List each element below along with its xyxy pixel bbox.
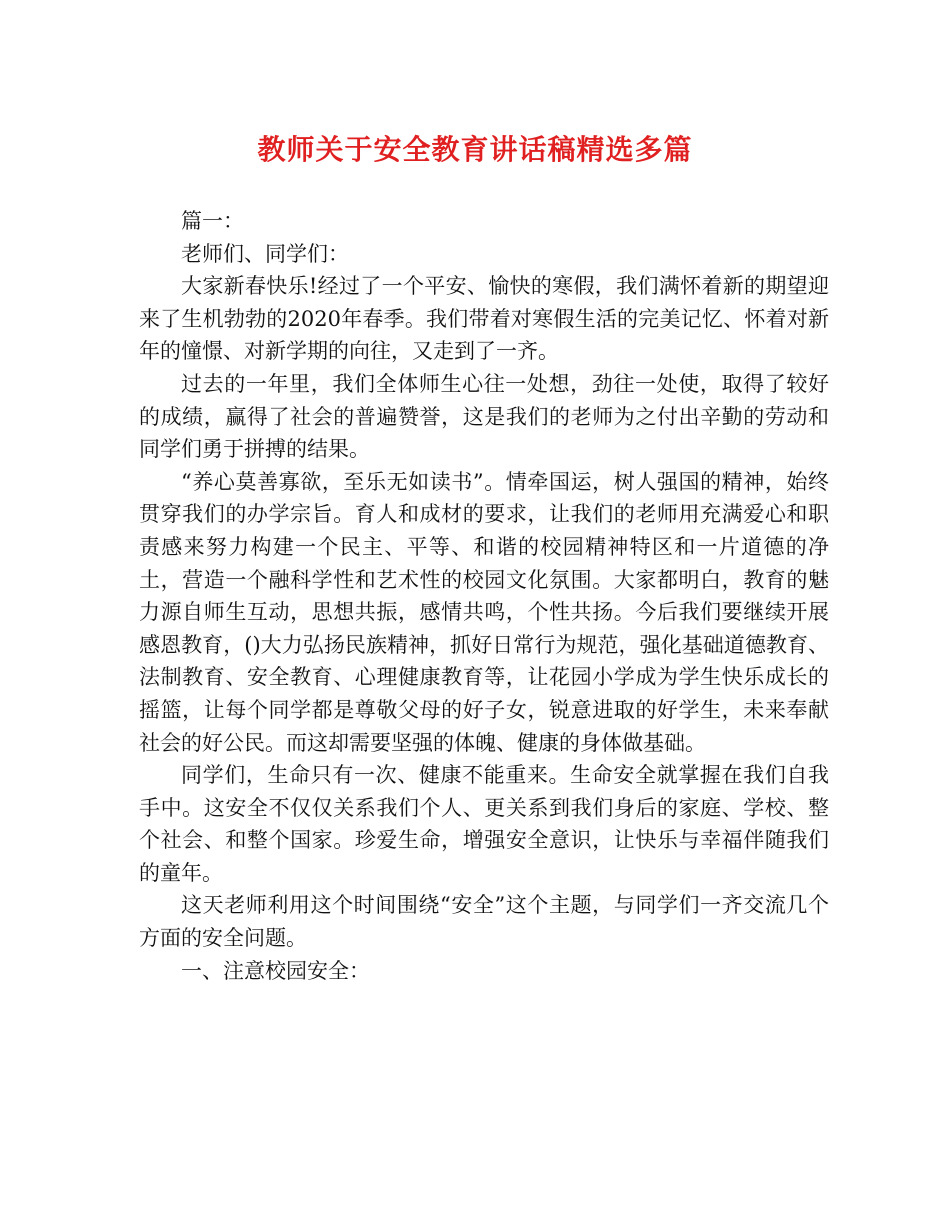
paragraph: 这天老师利用这个时间围绕“安全”这个主题，与同学们一齐交流几个方面的安全问题。 xyxy=(139,893,829,951)
paragraph: “养心莫善寡欲，至乐无如读书”。情牵国运，树人强国的精神，始终贯穿我们的办学宗旨。育人和成材的要求，让我们的老师用充满爱心和职责感来努力构建一个民主、平等、和谐的校园精神特区和一片道德的净土，营造一个融科学性和艺术性的校园文化氛围。大家都明白，教育的魅力源自师生互动，思想共振，感情共鸣，个性共扬。今后我们要继续开展感恩教育，()大力弘扬民族精神，抓好日常行为规范，强化基础道德教育、法制教育、安全教育、心理健康教育等，让花园小学成为学生快乐成长的摇篮，让每个同学都是尊敬父母的好子女，锐意进取的好学生，未来奉献社会的好公民。而这却需要坚强的体魄、健康的身体做基础。 xyxy=(139,469,829,755)
paragraph-salutation: 老师们、同学们： xyxy=(181,241,349,266)
paragraph-subheading: 一、注意校园安全： xyxy=(181,958,370,983)
paragraph-section-heading: 篇一： xyxy=(181,209,244,233)
document-title: 教师关于安全教育讲话稿精选多篇 xyxy=(257,133,693,166)
paragraph: 过去的一年里，我们全体师生心往一处想，劲往一处使，取得了较好的成绩，赢得了社会的普遍赞誉，这是我们的老师为之付出辛勤的劳动和同学们勇于拼搏的结果。 xyxy=(139,371,829,462)
paragraph: 同学们，生命只有一次、健康不能重来。生命安全就掌握在我们自我手中。这安全不仅仅关系我们个人、更关系到我们身后的家庭、学校、整个社会、和整个国家。珍爱生命，增强安全意识，让快乐与幸福伴随我们的童年。 xyxy=(139,763,829,885)
document-body xyxy=(139,205,829,987)
paragraph: 大家新春快乐!经过了一个平安、愉快的寒假，我们满怀着新的期望迎来了生机勃勃的2020年春季。我们带着对寒假生活的完美记忆、怀着对新年的憧憬、对新学期的向往，又走到了一齐。 xyxy=(139,274,829,364)
